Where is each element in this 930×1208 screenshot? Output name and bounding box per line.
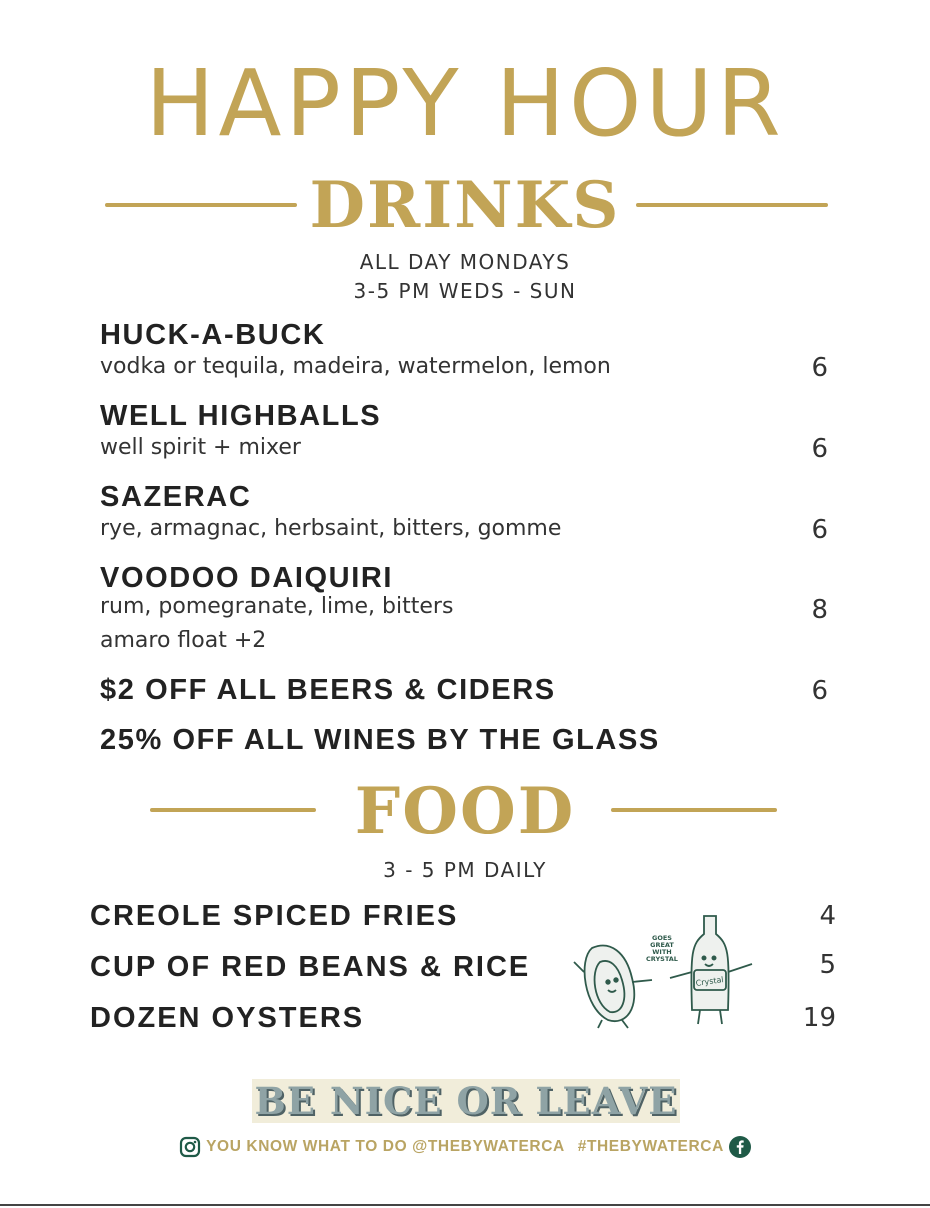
social-line: [0, 1134, 930, 1160]
instagram-icon[interactable]: [179, 1136, 201, 1158]
social-handle-text[interactable]: YOU KNOW WHAT TO DO @THEBYWATERCA: [206, 1138, 565, 1155]
drink-price-beers-ciders: 6: [811, 676, 828, 706]
bottle-label-text: Crystal: [695, 975, 725, 988]
drinks-heading: DRINKS: [309, 168, 621, 243]
illustration-caption-4: CRYSTAL: [646, 955, 678, 963]
drink-name-beers-ciders: $2 OFF ALL BEERS & CIDERS: [100, 674, 556, 706]
be-nice-banner: BE NICE OR LEAVE: [252, 1079, 680, 1123]
drink-desc-huck-a-buck: vodka or tequila, madeira, watermelon, lemon: [100, 354, 611, 379]
illustration-caption-2: GREAT: [650, 941, 674, 949]
illustration-caption-3: WITH: [652, 948, 672, 956]
food-name-oysters: DOZEN OYSTERS: [90, 1002, 365, 1034]
drinks-schedule-line1: ALL DAY MONDAYS: [359, 250, 571, 274]
drink-name-huck-a-buck: HUCK-A-BUCK: [100, 319, 326, 351]
drink-price-well-highballs: 6: [811, 434, 828, 464]
food-name-fries: CREOLE SPICED FRIES: [90, 900, 459, 932]
drinks-schedule-line2: 3-5 PM WEDS - SUN: [353, 279, 577, 303]
drink-name-wines: 25% OFF ALL WINES BY THE GLASS: [100, 724, 660, 756]
food-heading: FOOD: [354, 774, 576, 849]
drink-name-well-highballs: WELL HIGHBALLS: [100, 400, 382, 432]
drink-name-voodoo-daiquiri: VOODOO DAIQUIRI: [100, 562, 394, 594]
drinks-right-rule: [636, 203, 828, 207]
facebook-icon[interactable]: [729, 1136, 751, 1158]
bottom-border: [0, 1204, 930, 1206]
drink-desc-voodoo-daiquiri: rum, pomegranate, lime, bitters: [100, 594, 454, 619]
oyster-bottle-illustration: [570, 912, 760, 1030]
oyster-character: [574, 946, 652, 1028]
drink-name-sazerac: SAZERAC: [100, 481, 252, 513]
drink-desc-sazerac: rye, armagnac, herbsaint, bitters, gomme: [100, 516, 562, 541]
food-price-red-beans: 5: [819, 950, 836, 980]
social-hashtag[interactable]: #THEBYWATERCA: [577, 1138, 724, 1155]
food-name-red-beans: CUP OF RED BEANS & RICE: [90, 951, 531, 983]
food-price-oysters: 19: [802, 1003, 836, 1033]
drink-price-sazerac: 6: [811, 515, 828, 545]
drink-extra-voodoo-daiquiri: amaro float +2: [100, 628, 267, 653]
drink-desc-well-highballs: well spirit + mixer: [100, 435, 301, 460]
page-title: HAPPY HOUR: [145, 50, 785, 157]
hot-sauce-bottle: [670, 916, 752, 1024]
drink-price-huck-a-buck: 6: [811, 353, 828, 383]
food-schedule: 3 - 5 PM DAILY: [383, 858, 547, 882]
drink-price-voodoo-daiquiri: 8: [811, 595, 828, 625]
food-right-rule: [611, 808, 777, 812]
food-price-fries: 4: [819, 901, 836, 931]
illustration-caption-1: GOES: [652, 934, 672, 942]
